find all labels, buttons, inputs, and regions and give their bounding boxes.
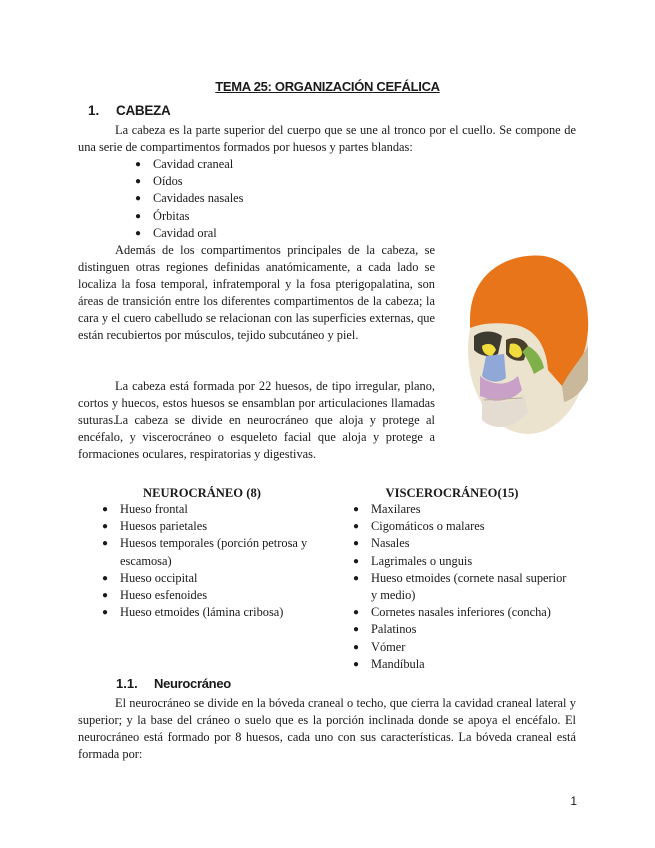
list-item: ● Oídos: [135, 174, 183, 189]
section-title: CABEZA: [116, 103, 171, 118]
list-item: ● Hueso frontal: [102, 502, 188, 516]
list-item: ● Cornetes nasales inferiores (concha): [353, 605, 551, 620]
list-item: ● Hueso etmoides (cornete nasal superior y medio): [353, 570, 567, 603]
list-item: ● Órbitas: [135, 208, 190, 223]
list-item: ● Cavidad craneal: [135, 157, 234, 171]
section-number: 1.: [88, 103, 100, 118]
list-item: ● Cavidad oral: [135, 225, 217, 240]
viscerocraneo-title: VISCEROCRÁNEO(15): [385, 486, 519, 500]
list-item: ● Cigomáticos o malares: [353, 519, 485, 534]
list-item: ● Huesos temporales (porción petrosa y escamosa): [102, 536, 308, 568]
neurocraneo-paragraph: El neurocráneo se divide en la bóveda craneal o techo, que cierra la cavidad craneal lateral y superior; y la base del cráneo o suelo que es la porción inclinada donde se apoya el encéfalo. El neurocráneo está formado por 8 huesos, cada uno con sus características. La bóveda craneal está formada por:: [78, 696, 576, 762]
list-item: ● Mandíbula: [353, 656, 425, 671]
subsection-title: Neurocráneo: [154, 676, 231, 691]
list-item: ● Maxilares: [353, 502, 421, 516]
nasal-bone: [482, 354, 506, 382]
bones-paragraph: La cabeza está formada por 22 huesos, de tipo irregular, plano, cortos y huecos, estos huesos se ensamblan por articulaciones llamadas suturas.: [78, 379, 435, 428]
intro-paragraph: La cabeza es la parte superior del cuerpo que se une al tronco por el cuello. Se compone de una serie de compartimentos formados por huesos y partes blandas:: [78, 123, 576, 155]
list-item: ● Vómer: [353, 639, 406, 654]
skull-illustration: [452, 250, 592, 438]
list-item: ● Hueso esfenoides: [102, 588, 208, 603]
division-paragraph: La cabeza se divide en neurocráneo que aloja y protege al encéfalo, y viscerocráneo o esqueleto facial que aloja y protege a formaciones oculares, respiratorias y digestivas.: [78, 413, 435, 462]
page-title: TEMA 25: ORGANIZACIÓN CEFÁLICA: [215, 79, 440, 94]
page-number: 1: [570, 794, 577, 808]
section-heading-cabeza: [88, 103, 171, 118]
list-item: ● Hueso occipital: [102, 570, 198, 585]
subsection-heading-neurocraneo: [116, 676, 231, 691]
regions-paragraph: Además de los compartimentos principales de la cabeza, se distinguen otras regiones definidas anatómicamente, a cada lado se localiza la fosa temporal, infratemporal y la fosa pterigopalatina, son áreas de transición entre los diferentes compartimentos de la cabeza; la cara y el cuero cabelludo se relacionan con las superficies externas, que están recubiertos por músculos, tejido subcutáneo y piel.: [78, 243, 435, 343]
list-item: ● Hueso etmoides (lámina cribosa): [102, 605, 284, 620]
list-item: ● Palatinos: [353, 622, 417, 637]
viscerocraneo-list: [353, 501, 571, 673]
list-item: ● Cavidades nasales: [135, 191, 244, 206]
list-item: ● Lagrimales o unguis: [353, 553, 473, 568]
list-item: ● Nasales: [353, 536, 410, 551]
list-item: ● Huesos parietales: [102, 519, 208, 534]
neurocraneo-title: NEUROCRÁNEO (8): [143, 486, 261, 500]
subsection-number: 1.1.: [116, 676, 138, 691]
compartments-list: [135, 156, 244, 242]
neurocraneo-list: [102, 501, 330, 621]
